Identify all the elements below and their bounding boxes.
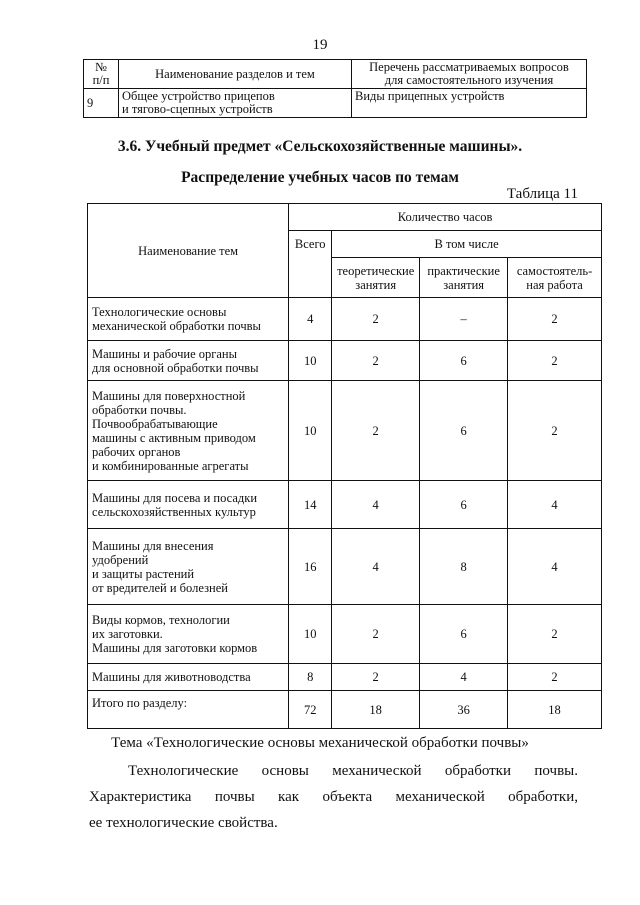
header-theory-line: теоретические [337, 263, 415, 278]
row-self: 4 [508, 481, 602, 529]
table-row [88, 529, 602, 605]
topic-line: Машины для животноводства [92, 670, 251, 684]
table-row [88, 481, 602, 529]
topic-line: Технологические основы [92, 305, 227, 319]
row-topic [88, 341, 289, 381]
table-row [88, 298, 602, 341]
row-total: 10 [289, 605, 332, 664]
header-no-line: п/п [92, 73, 110, 87]
header-total: Всего [289, 231, 332, 298]
row-total: 10 [289, 381, 332, 481]
row-total: 14 [289, 481, 332, 529]
topic-line: сельскохозяйственных культур [92, 504, 256, 519]
row-practice: 4 [420, 664, 508, 691]
header-theory-line: занятия [355, 277, 397, 292]
topic-line: от вредителей и болезней [92, 580, 228, 595]
paragraph-line: ее технологические свойства. [89, 815, 278, 831]
header-no-line: № [95, 60, 107, 74]
header-hours: Количество часов [289, 204, 602, 231]
header-self-line: ная работа [526, 277, 583, 292]
top-table-cell-no: 9 [84, 89, 119, 118]
total-row-total: 72 [289, 691, 332, 729]
paragraph-line: Характеристика почвы как объекта механической обработки, [89, 789, 578, 805]
table-row [88, 605, 602, 664]
row-practice: 6 [420, 341, 508, 381]
paragraph-line: Технологические основы механической обработки почвы. [128, 763, 578, 779]
hours-table-header-row [88, 204, 602, 231]
topic-line: и защиты растений [92, 566, 195, 581]
row-theory: 2 [332, 605, 420, 664]
row-self: 2 [508, 664, 602, 691]
row-total: 16 [289, 529, 332, 605]
top-table-header-row [84, 60, 587, 89]
row-theory: 4 [332, 529, 420, 605]
row-topic [88, 605, 289, 664]
topic-line: рабочих органов [92, 444, 181, 459]
row-topic [88, 664, 289, 691]
row-practice: – [420, 298, 508, 341]
total-row-practice: 36 [420, 691, 508, 729]
cell-name-line: Общее устройство прицепов [122, 89, 275, 103]
row-topic [88, 481, 289, 529]
top-table-cell-questions: Виды прицепных устройств [352, 89, 587, 118]
total-row-label: Итого по разделу: [88, 691, 289, 729]
page-number: 19 [312, 37, 328, 53]
header-including: В том числе [332, 231, 602, 258]
theme-heading: Тема «Технологические основы механической обработки почвы» [111, 735, 529, 751]
row-total: 10 [289, 341, 332, 381]
header-theory [332, 258, 420, 298]
row-total: 8 [289, 664, 332, 691]
row-theory: 2 [332, 381, 420, 481]
row-theory: 4 [332, 481, 420, 529]
topic-line: Машины для посева и посадки [92, 490, 258, 505]
top-table-header-no [84, 60, 119, 89]
row-practice: 6 [420, 481, 508, 529]
section-title: 3.6. Учебный предмет «Сельскохозяйственные машины». [117, 138, 523, 155]
row-self: 2 [508, 605, 602, 664]
row-practice: 6 [420, 381, 508, 481]
header-topic: Наименование тем [88, 204, 289, 298]
topic-line: Почвообрабатывающие [92, 416, 218, 431]
header-practice-line: практические [427, 263, 500, 278]
topic-line: машины с активным приводом [92, 430, 256, 445]
row-theory: 2 [332, 298, 420, 341]
row-self: 2 [508, 341, 602, 381]
total-row-self: 18 [508, 691, 602, 729]
row-topic [88, 381, 289, 481]
row-theory: 2 [332, 664, 420, 691]
topic-line: для основной обработки почвы [92, 360, 259, 375]
topic-line: удобрений [92, 552, 149, 567]
topic-line: Машины для заготовки кормов [92, 641, 258, 655]
topic-line: Машины для поверхностной [92, 388, 246, 403]
header-questions-line: Перечень рассматриваемых вопросов [369, 60, 569, 74]
header-self [508, 258, 602, 298]
row-practice: 8 [420, 529, 508, 605]
row-total: 4 [289, 298, 332, 341]
table-row [88, 341, 602, 381]
topic-line: и комбинированные агрегаты [92, 458, 249, 473]
total-row [88, 691, 602, 729]
distribution-title: Распределение учебных часов по темам [181, 169, 459, 186]
row-topic [88, 529, 289, 605]
row-self: 2 [508, 381, 602, 481]
top-table [83, 59, 587, 118]
topic-line: Виды кормов, технологии [92, 613, 230, 627]
cell-name-line: и тягово-сцепных устройств [122, 102, 273, 116]
table-row [88, 664, 602, 691]
table-row [88, 381, 602, 481]
topic-line: Машины для внесения [92, 538, 214, 553]
topic-line: их заготовки. [92, 627, 163, 641]
row-theory: 2 [332, 341, 420, 381]
row-self: 2 [508, 298, 602, 341]
top-table-header-name: Наименование разделов и тем [119, 60, 352, 89]
hours-table [87, 203, 602, 729]
total-row-theory: 18 [332, 691, 420, 729]
topic-line: обработки почвы. [92, 402, 187, 417]
top-table-cell-name [119, 89, 352, 118]
header-practice-line: занятия [443, 277, 485, 292]
header-self-line: самостоятель- [516, 263, 593, 278]
topic-line: Машины и рабочие органы [92, 346, 238, 361]
row-practice: 6 [420, 605, 508, 664]
table-label: Таблица 11 [506, 186, 578, 202]
header-questions-line: для самостоятельного изучения [384, 73, 554, 87]
row-self: 4 [508, 529, 602, 605]
top-table-row [84, 89, 587, 118]
row-topic [88, 298, 289, 341]
top-table-header-questions [352, 60, 587, 89]
topic-line: механической обработки почвы [92, 319, 261, 333]
header-practice [420, 258, 508, 298]
